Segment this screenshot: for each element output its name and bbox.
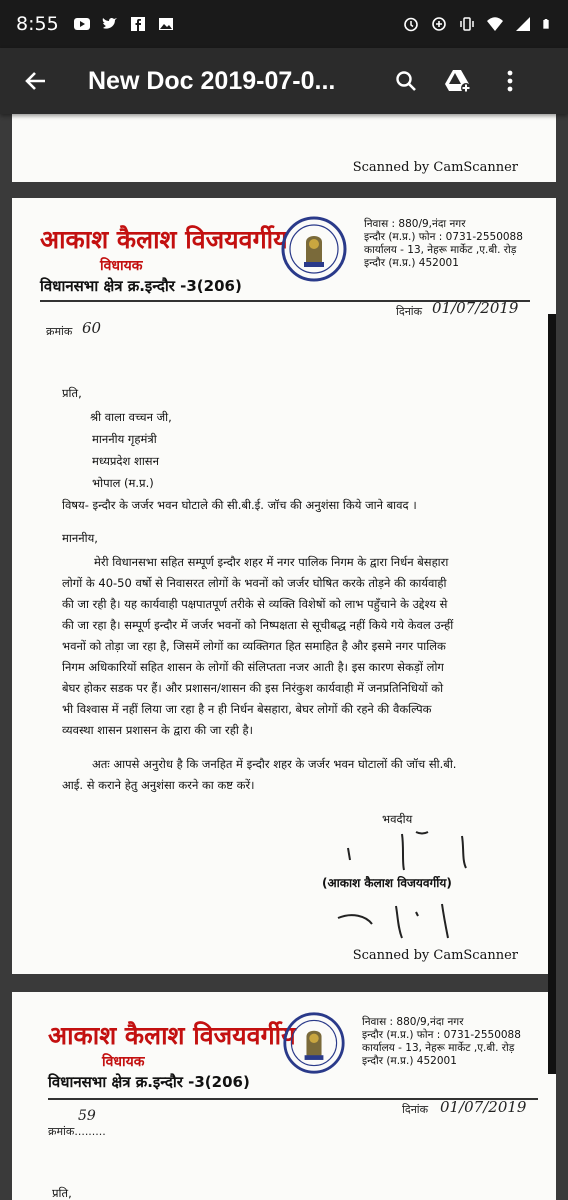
body-line: मेरी विधानसभा सहित सम्पूर्ण इन्दौर शहर में नगर पालिक निगम के द्वारा निर्धन बेसहारा (94, 555, 449, 569)
body-line: भी विश्वास में नहीं लिया जा रहा है न ही निर्धन बेसहारा, बेघर लोगों की रहने की वैकल्पिक (62, 702, 432, 716)
address-line: कार्यालय - 13, नेहरू मार्केट ,ए.बी. रोड़ (362, 1042, 515, 1054)
search-icon (394, 69, 418, 93)
recipient-line: श्री वाला वच्चन जी, (90, 410, 172, 424)
address-line: इन्दौर (म.प्र.) 452001 (362, 1055, 457, 1067)
body-line: लोगों के 40-50 वर्षो से निवासरत लोगों के भवनों को जर्जर घोषित करके तोड़ने की कार्यवाही (62, 576, 447, 590)
recipient-line: माननीय गृहमंत्री (92, 432, 157, 446)
search-button[interactable] (384, 59, 428, 103)
recipient-line: भोपाल (म.प्र.) (92, 476, 154, 490)
reference-value: 59 (78, 1108, 96, 1124)
address-block (362, 1016, 521, 1068)
emblem-seal-icon (280, 214, 348, 284)
recipient-line: मध्यप्रदेश शासन (92, 454, 159, 468)
reference-value: 60 (82, 319, 102, 337)
address-block (364, 218, 523, 270)
address-line: निवास : 880/9,नंदा नगर (364, 218, 466, 230)
to-label: प्रति, (52, 1186, 72, 1200)
vibrate-icon (458, 16, 476, 32)
add-to-drive-icon (444, 68, 472, 94)
signal-icon (514, 16, 532, 32)
request-line: अतः आपसे अनुरोध है कि जनहित में इन्दौर शहर के जर्जर भवन घोटालों की जॉच सी.बी. (92, 757, 457, 771)
body-line: बेघर होकर सडक पर हैं। और प्रशासन/शासन की इस निरंकुश कार्यवाही में जनप्रतिनिधियों को (62, 681, 444, 695)
body-line: भवनों को तोड़ा जा रहा है, जिसमें लोगों का व्यक्तिगत हित समाहित है और इसमे नगर पालिक (62, 639, 446, 653)
date-value: 01/07/2019 (432, 299, 519, 317)
address-line: निवास : 880/9,नंदा नगर (362, 1016, 464, 1028)
app-bar (0, 48, 568, 114)
letterhead-constituency: विधानसभा क्षेत्र क्र.इन्दौर -3(206) (48, 1073, 250, 1091)
letterhead-role: विधायक (100, 258, 143, 274)
alarm-icon (402, 16, 420, 32)
status-time: 8:55 (16, 13, 59, 35)
data-saver-icon (430, 16, 448, 32)
signature-image (342, 828, 502, 874)
more-vert-icon (506, 69, 514, 93)
facebook-icon (129, 16, 147, 32)
date-value: 01/07/2019 (440, 1098, 527, 1116)
letterhead-name: आकाश कैलाश विजयवर्गीय (40, 225, 288, 254)
body-line: की जा रही है। यह कार्यवाही पक्षपातपूर्ण तरीके से व्यक्ति विशेषों को लाभ पहुँचाने के उद्देश्य से (62, 597, 448, 611)
body-line: व्यवस्था शासन प्रशासन के द्वारा की जा रही है। (62, 723, 253, 737)
address-line: इन्दौर (म.प्र.) फोन : 0731-2550088 (362, 1029, 521, 1041)
subject-line: विषय- इन्दौर के जर्जर भवन घोटाले की सी.बी.ई. जॉच की अनुशंसा किये जाने बावद । (62, 498, 417, 512)
address-line: इन्दौर (म.प्र.) 452001 (364, 257, 459, 269)
salutation: माननीय, (62, 531, 98, 545)
signatory-name: (आकाश कैलाश विजयवर्गीय) (322, 876, 452, 890)
scanner-footer: Scanned by CamScanner (352, 160, 518, 175)
reference-label: क्रमांक......... (48, 1125, 106, 1138)
back-button[interactable] (8, 53, 64, 109)
page-edge-shadow (548, 314, 556, 1074)
letterhead-name: आकाश कैलाश विजयवर्गीय (48, 1021, 296, 1050)
gallery-icon (157, 16, 175, 32)
to-label: प्रति, (62, 386, 82, 400)
letterhead-constituency: विधानसभा क्षेत्र क्र.इन्दौर -3(206) (40, 277, 242, 295)
page-1 (12, 114, 556, 182)
body-line: की जा रहा है। सम्पूर्ण इन्दौर में जर्जर भवनों को निष्पक्षता से सूचीबद्ध नहीं किये गये केवल उन्हीं (62, 618, 454, 632)
letter-body (62, 552, 532, 741)
add-to-drive-button[interactable] (436, 59, 480, 103)
more-options-button[interactable] (488, 59, 532, 103)
status-bar (0, 0, 568, 48)
reference-label: क्रमांक (46, 325, 73, 338)
page-2 (12, 198, 556, 974)
address-line: इन्दौर (म.प्र.) फोन : 0731-2550088 (364, 231, 523, 243)
twitter-icon (101, 16, 119, 32)
arrow-back-icon (23, 68, 49, 94)
battery-icon (542, 16, 554, 32)
signature-image (332, 898, 472, 942)
date-label: दिनांक (402, 1103, 429, 1116)
scanner-footer: Scanned by CamScanner (352, 948, 518, 963)
address-line: कार्यालय - 13, नेहरू मार्केट ,ए.बी. रोड़ (364, 244, 517, 256)
emblem-seal-icon (282, 1010, 346, 1076)
request-paragraph (62, 754, 532, 796)
youtube-icon (73, 16, 91, 32)
request-line: आई. से कराने हेतु अनुशंसा करने का कष्ट करें। (62, 778, 255, 792)
date-label: दिनांक (396, 305, 423, 318)
wifi-icon (486, 16, 504, 32)
letterhead-role: विधायक (102, 1054, 145, 1070)
document-viewer[interactable] (0, 114, 568, 1200)
document-title: New Doc 2019-07-0... (88, 66, 336, 95)
body-line: निगम अधिकारियों सहित शासन के लोगों की संलिप्तता नजर आती है। इस कारण सेकड़ों लोग (62, 660, 444, 674)
closing: भवदीय (382, 812, 413, 826)
page-3 (12, 992, 556, 1200)
